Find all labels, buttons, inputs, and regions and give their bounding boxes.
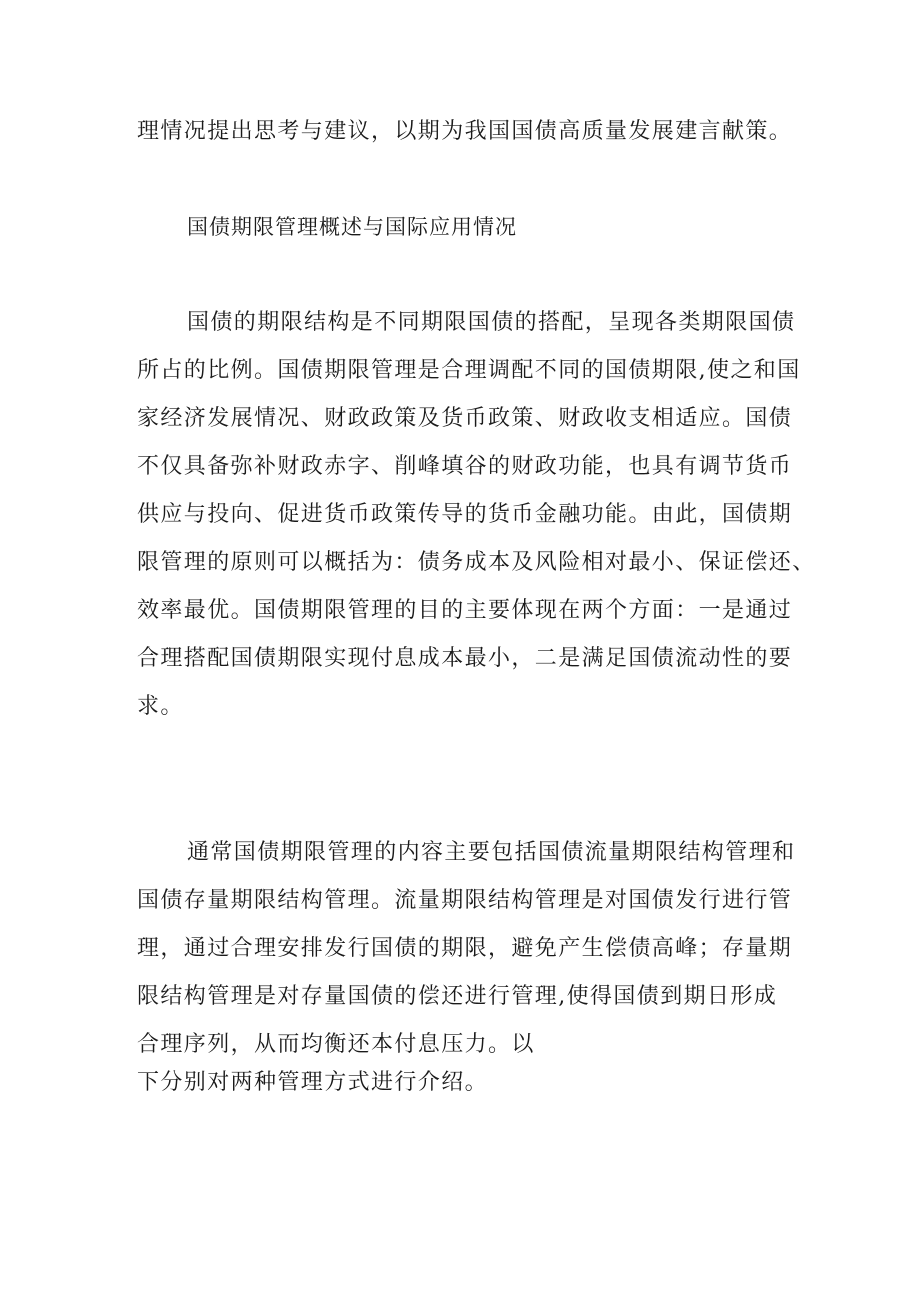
paragraph-line: 合理搭配国债期限实现付息成本最小，二是满足国债流动性的要 [137, 646, 793, 671]
paragraph-line: 限管理的原则可以概括为：债务成本及风险相对最小、保证偿还、 [137, 550, 816, 575]
paragraph-line: 理，通过合理安排发行国债的期限，避免产生偿债高峰；存量期 [137, 936, 793, 961]
paragraph-line: 供应与投向、促进货币政策传导的货币金融功能。由此，国债期 [137, 502, 793, 527]
paragraph-line: 不仅具备弥补财政赤字、削峰填谷的财政功能，也具有调节货币 [137, 454, 793, 479]
paragraph-line: 国债存量期限结构管理。流量期限结构管理是对国债发行进行管 [137, 888, 793, 913]
paragraph-line: 效率最优。国债期限管理的目的主要体现在两个方面：一是通过 [137, 598, 793, 623]
paragraph-line: 家经济发展情况、财政政策及货币政策、财政收支相适应。国债 [137, 406, 793, 431]
paragraph-line: 所占的比例。国债期限管理是合理调配不同的国债期限,使之和国 [137, 358, 801, 383]
section-heading: 国债期限管理概述与国际应用情况 [187, 215, 517, 239]
paragraph-line: 限结构管理是对存量国债的偿还进行管理,使得国债到期日形成 [137, 984, 778, 1009]
paragraph-line: 下分别对两种管理方式进行介绍。 [137, 1070, 489, 1095]
intro-tail-line: 理情况提出思考与建议，以期为我国国债高质量发展建言献策。 [137, 119, 793, 144]
paragraph-line: 合理序列，从而均衡还本付息压力。以 [137, 1032, 535, 1057]
paragraph-line: 国债的期限结构是不同期限国债的搭配，呈现各类期限国债 [187, 310, 796, 335]
paragraph-line: 求。 [137, 694, 184, 719]
paragraph-line: 通常国债期限管理的内容主要包括国债流量期限结构管理和 [187, 840, 796, 865]
